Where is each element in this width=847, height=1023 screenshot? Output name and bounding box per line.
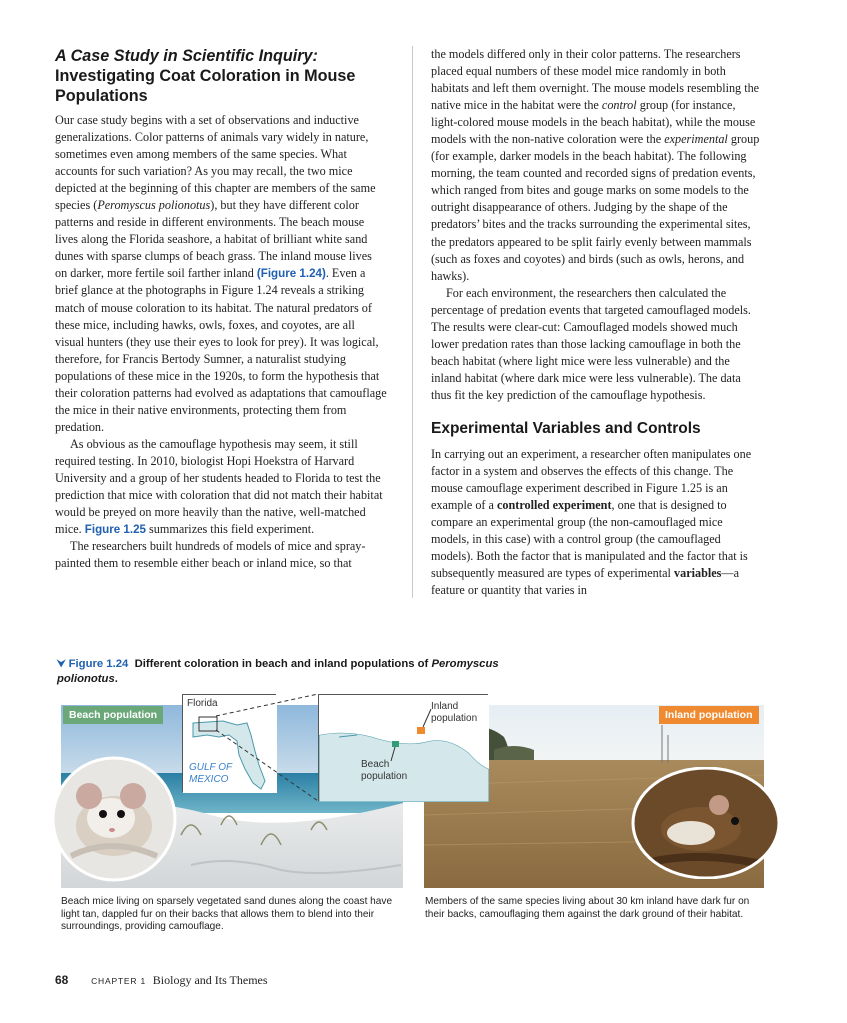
gulf-line-1: GULF OF xyxy=(189,762,233,773)
page-number: 68 xyxy=(55,973,69,987)
caption-species: Peromyscus polionotus xyxy=(57,658,499,685)
term-experimental: experimental xyxy=(664,132,728,147)
text-run: the models differed only in their color patterns. The researchers placed equal numbers of these model mice randomly in both habitats and left them overnight. The mouse models resembling the native mice in the habitat were the xyxy=(431,47,760,113)
species-name: Peromyscus polionotus xyxy=(97,198,211,213)
title-line-2: Investigating Coat Coloration in Mouse Populations xyxy=(55,67,356,105)
text-run: , one that is designed to compare an experimental group (the non-camouflaged mice models, in this case) with a control group (the camouflaged models). Both the factor that is manipulated and the factor that is subsequently measured are types of experimental xyxy=(431,498,748,581)
text-run: In carrying out an experiment, a researcher often manipulates one factor in a system and observes the effects of this change. The mouse camouflage experiment described in Figure 1.25 is an example of a xyxy=(431,446,752,513)
caret-down-icon: ⮟ xyxy=(57,659,66,670)
text-run: ), but they have different color patterns and reside in different environments. The beach mouse lives along the Florida seashore, a habitat of brilliant white sand dunes with sparse clumps of beach grass. The inland mouse lives on darker, more fertile soil farther inland xyxy=(55,198,372,281)
text-run: As obvious as the camouflage hypothesis may seem, it still required testing. In 2010, biologist Hopi Hoekstra of Harvard University and a group of her students headed to Florida to test the prediction that mice with coloration that did not match their habitat would be preyed on more heavily than the native, well-matched mice. xyxy=(55,436,383,537)
figure-1-25-link[interactable]: Figure 1.25 xyxy=(84,523,146,537)
chapter-label: CHAPTER 1 xyxy=(91,976,147,986)
title-line-1: A Case Study in Scientific Inquiry: xyxy=(55,47,318,65)
page-footer xyxy=(55,973,268,988)
text-run: Our case study begins with a set of observations and inductive generalizations. Color patterns of animals vary widely in nature, sometimes even among members of the same species. What accounts for such variation? As you may recall, the two mice depicted at the beginning of this chapter are members of the same species ( xyxy=(55,113,376,213)
coast-detail-map xyxy=(318,694,488,801)
beach-line-2: population xyxy=(361,771,408,782)
section-heading: Experimental Variables and Controls xyxy=(431,419,701,437)
gulf-line-2: MEXICO xyxy=(189,774,229,785)
beach-photo-caption: Beach mice living on sparsely vegetated sand dunes along the coast have light tan, dappled fur on their backs that allows them to blend into their surroundings, providing camouflage. xyxy=(61,896,393,932)
term-variables: variables xyxy=(674,566,722,581)
beach-line-1: Beach xyxy=(361,759,390,770)
book-title: Biology and Its Themes xyxy=(152,973,268,987)
inland-line-1: Inland xyxy=(431,701,459,712)
term-control: control xyxy=(601,98,637,113)
inland-population-label: Inland population xyxy=(659,706,759,724)
text-run: . Even a brief glance at the photographs in Figure 1.24 reveals a striking match of mouse coloration to its habitat. The natural predators of these mice, including hawks, owls, foxes, and coyotes, are all visual hunters (they use their eyes to look for prey). It was logical, therefore, for Francis Bertody Sumner, a naturalist studying populations of these mice in the 1920s, to form the hypothesis that their coloration patterns had evolved as adaptations that camouflage the mice in their native environments, protecting them from predation. xyxy=(55,266,387,434)
caption-text: . xyxy=(114,673,118,685)
text-run: —a feature or quantity that varies in xyxy=(431,566,740,598)
map-label-florida: Florida xyxy=(187,698,218,709)
text-run: summarizes this field experiment. xyxy=(146,522,315,537)
paragraph-models: The researchers built hundreds of models of mice and spray-painted them to resemble either beach or inland mice, so that xyxy=(55,539,366,571)
term-controlled-experiment: controlled experiment xyxy=(496,498,612,513)
figure-1-24-link[interactable]: (Figure 1.24) xyxy=(256,267,326,281)
caption-text: Different coloration in beach and inland populations of xyxy=(134,658,432,670)
inland-photo-caption: Members of the same species living about 30 km inland have dark fur on their backs, camouflaging them against the dark ground of their habitat. xyxy=(425,896,750,920)
figure-number: Figure 1.24 xyxy=(68,658,129,670)
paragraph-results: For each environment, the researchers then calculated the percentage of predation events that targeted camouflaged models. The results were clear-cut: Camouflaged models showed much lower predation rates than those lacking camouflage in both the beach habitat (where light mice were less vulnerable) and the inland habitat (where dark mice were less vulnerable). The data thus fit the key prediction of the camouflage hypothesis. xyxy=(431,285,751,402)
inland-line-2: population xyxy=(431,713,478,724)
map-label-beach xyxy=(361,759,407,783)
beach-population-label: Beach population xyxy=(63,706,163,724)
text-run: group (for instance, light-colored mouse models in the beach habitat), while the mouse models with the non-native coloration were the xyxy=(431,98,756,147)
text-run: group (for example, darker models in the beach habitat). The following morning, the team counted and recorded signs of predation events, which ranged from bites and gouge marks on some models to the outright disappearance of others. Judging by the shape of the predators’ bites and the tracks surrounding the experimental sites, the predators appeared to be split fairly evenly between mammals (such as foxes and coyotes) and birds (such as owls, herons, and hawks). xyxy=(431,132,760,283)
map-label-inland xyxy=(431,701,477,725)
